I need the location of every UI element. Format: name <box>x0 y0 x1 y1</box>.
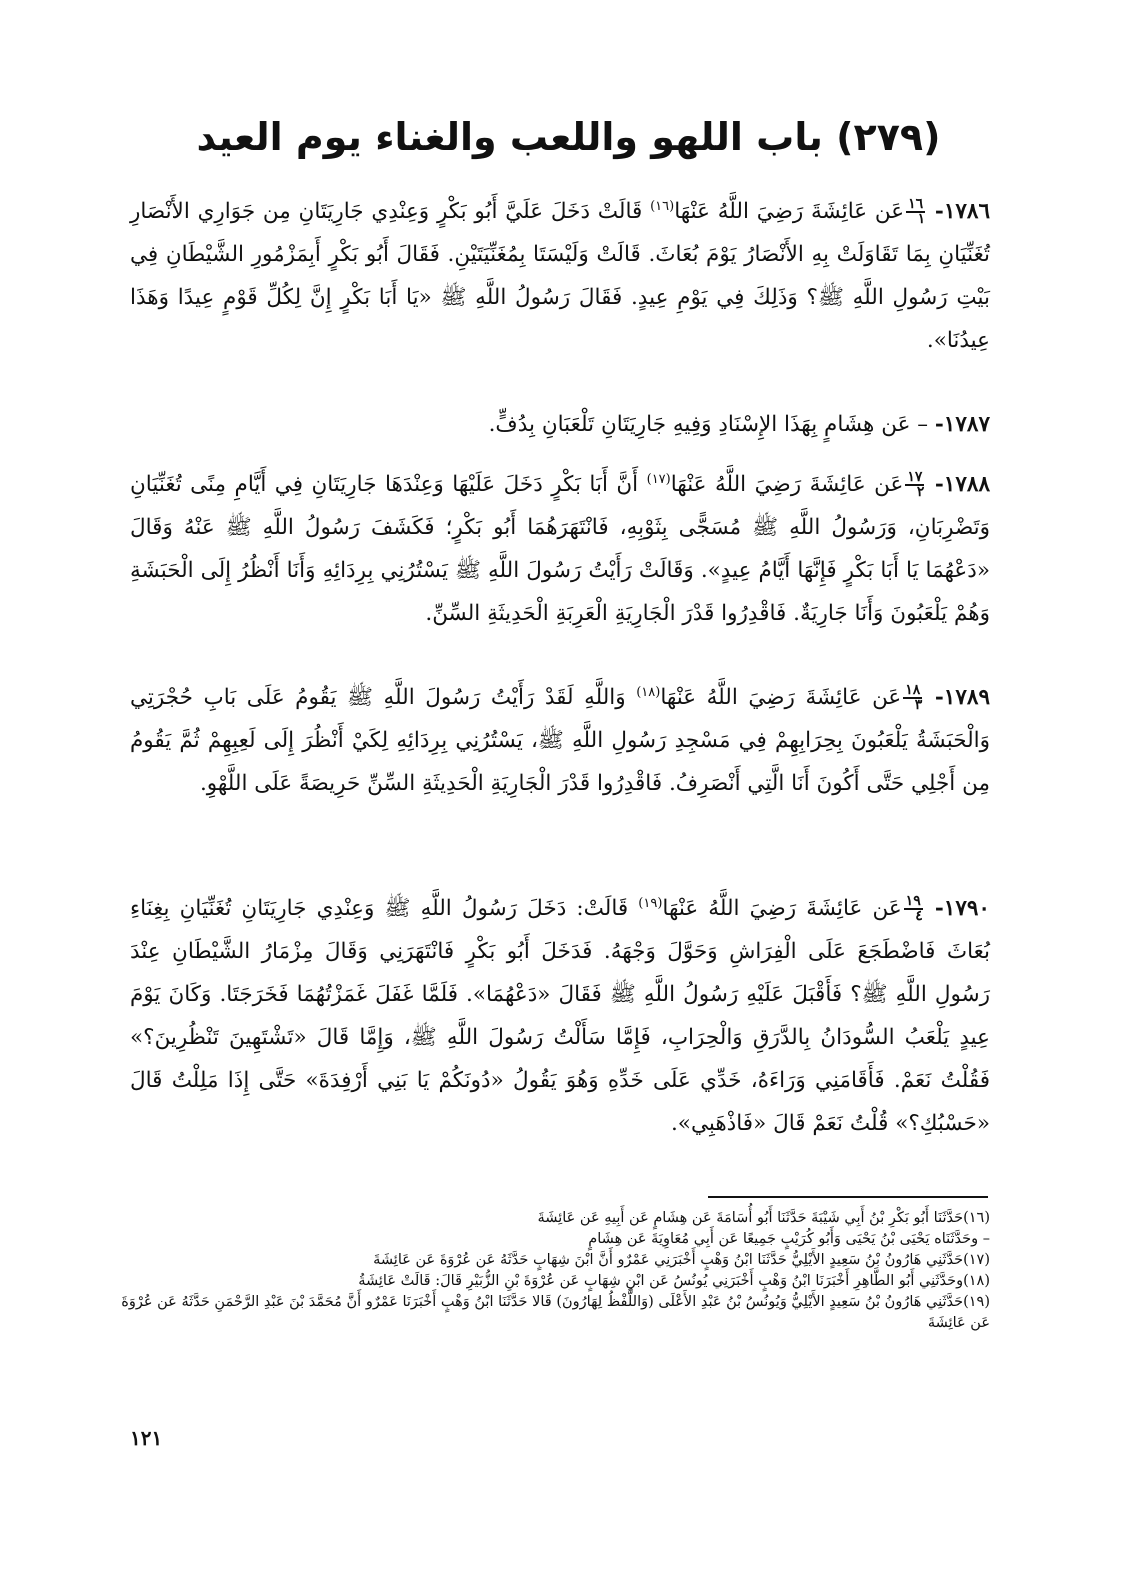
footnote-ref: (١٨) <box>636 684 661 700</box>
fraction-top: ١٩ <box>905 893 921 909</box>
footnote-17: (١٧)حَدَّثَنِي هَارُونُ بْنُ سَعِيدٍ الأَيْلِيُّ حَدَّثَنَا ابْنُ وَهْبٍ أَخْبَرَنِي عَمْرٌو أَنَّ ابْنَ شِهَابٍ حَدَّثَهُ عَن عُرْوَةَ عَن عَائِشَةَ <box>373 1252 990 1268</box>
fraction-top: ١٧ <box>907 469 923 485</box>
hadith-body: – عَن هِشَامٍ بِهَذَا الإِسْنَادِ وَفِيهِ جَارِيَتَانِ تَلْعَبَانِ بِدُفٍّ. <box>488 412 929 437</box>
footnote-16: (١٦)حَدَّثَنَا أَبُو بَكْرِ بْنُ أَبِي شَيْبَةَ حَدَّثَنَا أَبُو أُسَامَةَ عَن هِشَامٍ عَن أَبِيهِ عَن عَائِشَةَ <box>537 1210 990 1226</box>
hadith-narrator: عَن عَائِشَةَ رَضِيَ اللَّهُ عَنْهَا <box>662 896 902 921</box>
hadith-number: ١٧٨٧- <box>934 412 990 437</box>
footnote-18: (١٨)وحَدَّثَنِي أَبُو الطَّاهِرِ أَخْبَرَنَا ابْنُ وَهْبٍ أَخْبَرَنِي يُونُسُ عَن ابْنِ شِهَابٍ عَن عُرْوَةَ بْنِ الزُّبَيْرِ قَالَ: قَالَتْ عَائِشَةُ <box>358 1273 990 1289</box>
footnote-divider <box>708 1196 988 1198</box>
hadith-body: قَالَتْ دَخَلَ عَلَيَّ أَبُو بَكْرٍ وَعِنْدِي جَارِيَتَانِ مِن جَوَارِي الأَنْصَارِ تُغَنِّيَانِ بِمَا تَقَاوَلَتْ بِهِ الأَنْصَارُ يَوْمَ بُعَاثَ. قَالَتْ وَلَيْسَتَا بِمُغَنِّيَتَيْنِ. فَقَالَ أَبُو بَكْرٍ أَبِمَزْمُورِ الشَّيْطَانِ فِي بَيْتِ رَسُولِ اللَّهِ ﷺ؟ وَذَلِكَ فِي يَوْمِ عِيدٍ. فَقَالَ رَسُولُ اللَّهِ ﷺ «يَا أَبَا بَكْرٍ إِنَّ لِكُلِّ قَوْمٍ عِيدًا وَهَذَا عِيدُنَا». <box>130 199 990 353</box>
hadith-fraction <box>903 684 922 712</box>
fraction-bottom: ٢ <box>916 484 925 500</box>
hadith-number: ١٧٨٨- <box>934 472 990 497</box>
hadith-1789 <box>130 676 990 805</box>
footnote-ref: (١٦) <box>650 198 675 214</box>
hadith-number: ١٧٨٦- <box>934 199 991 224</box>
page-number: ١٢١ <box>130 1426 163 1450</box>
fraction-top: ١٦ <box>908 196 924 212</box>
hadith-1790 <box>130 887 990 1145</box>
hadith-narrator: عَن عَائِشَةَ رَضِيَ اللَّهُ عَنْهَا <box>670 472 904 497</box>
fraction-top: ١٨ <box>905 682 921 698</box>
hadith-fraction <box>906 198 925 226</box>
chapter-title: (٢٧٩) باب اللهو واللعب والغناء يوم العيد <box>196 115 941 159</box>
footnote-ref: (١٧) <box>646 471 671 487</box>
hadith-narrator: عَن عَائِشَةَ رَضِيَ اللَّهُ عَنْهَا <box>674 199 905 224</box>
footnotes <box>120 1208 990 1334</box>
fraction-bottom: ١ <box>917 211 926 227</box>
hadith-1787 <box>130 403 990 446</box>
footnote-19: (١٩)حَدَّثَنِي هَارُونُ بْنُ سَعِيدٍ الأَيْلِيُّ وَيُونُسُ بْنُ عَبْدِ الأَعْلَى (وَاللَّفْظُ لِهَارُونَ) قَالا حَدَّثَنَا ابْنُ وَهْبٍ أَخْبَرَنَا عَمْرٌو أَنَّ مُحَمَّدَ بْنَ عَبْدِ الرَّحْمَنِ حَدَّثَهُ عَن عُرْوَةَ عَن عَائِشَةَ <box>121 1294 990 1331</box>
hadith-1788 <box>130 463 990 635</box>
footnote-16-cont: – وحَدَّثَنَاه يَحْيَى بْنُ يَحْيَى وَأَبُو كُرَيْبٍ جَمِيعًا عَن أَبِي مُعَاوِيَةَ عَن هِشَامٍ <box>588 1231 990 1247</box>
hadith-fraction <box>904 895 923 923</box>
hadith-body: قَالَتْ: دَخَلَ رَسُولُ اللَّهِ ﷺ وَعِنْدِي جَارِيَتَانِ تُغَنِّيَانِ بِغِنَاءِ بُعَاثَ فَاضْطَجَعَ عَلَى الْفِرَاشِ وَحَوَّلَ وَجْهَهُ. فَدَخَلَ أَبُو بَكْرٍ فَانْتَهَرَنِي وَقَالَ مِزْمَارُ الشَّيْطَانِ عِنْدَ رَسُولِ اللَّهِ ﷺ؟ فَأَقْبَلَ عَلَيْهِ رَسُولُ اللَّهِ ﷺ فَقَالَ «دَعْهُمَا». فَلَمَّا غَفَلَ غَمَزْتُهُمَا فَخَرَجَتَا. وَكَانَ يَوْمَ عِيدٍ يَلْعَبُ السُّودَانُ بِالدَّرَقِ وَالْحِرَابِ، فَإِمَّا سَأَلْتُ رَسُولَ اللَّهِ ﷺ، وَإِمَّا قَالَ «تَشْتَهِينَ تَنْظُرِينَ؟» فَقُلْتُ نَعَمْ. فَأَقَامَنِي وَرَاءَهُ، خَدِّي عَلَى خَدِّهِ وَهُوَ يَقُولُ «دُونَكُمْ يَا بَنِي أَرْفِدَةَ» حَتَّى إِذَا مَلِلْتُ قَالَ «حَسْبُكِ؟» قُلْتُ نَعَمْ قَالَ «فَاذْهَبِي». <box>130 896 990 1136</box>
hadith-fraction <box>905 471 924 499</box>
hadith-body: أَنَّ أَبَا بَكْرٍ دَخَلَ عَلَيْهَا وَعِنْدَهَا جَارِيَتَانِ فِي أَيَّامِ مِنًى تُغَنِّيَانِ وَتَضْرِبَانِ، وَرَسُولُ اللَّهِ ﷺ مُسَجًّى بِثَوْبِهِ، فَانْتَهَرَهُمَا أَبُو بَكْرٍ؛ فَكَشَفَ رَسُولُ اللَّهِ ﷺ عَنْهُ وَقَالَ «دَعْهُمَا يَا أَبَا بَكْرٍ فَإِنَّهَا أَيَّامُ عِيدٍ». وَقَالَتْ رَأَيْتُ رَسُولَ اللَّهِ ﷺ يَسْتُرُنِي بِرِدَائِهِ وَأَنَا أَنْظُرُ إِلَى الْحَبَشَةِ وَهُمْ يَلْعَبُونَ وَأَنَا جَارِيَةٌ. فَاقْدِرُوا قَدْرَ الْجَارِيَةِ الْعَرِبَةِ الْحَدِيثَةِ السِّنِّ. <box>130 472 990 626</box>
fraction-bottom: ٤ <box>915 908 923 924</box>
hadith-narrator: عَن عَائِشَةَ رَضِيَ اللَّهُ عَنْهَا <box>660 685 902 710</box>
hadith-1786 <box>130 190 990 362</box>
hadith-number: ١٧٩٠- <box>934 896 990 921</box>
hadith-number: ١٧٨٩- <box>934 685 990 710</box>
fraction-bottom: ٣ <box>914 697 923 713</box>
footnote-ref: (١٩) <box>638 895 663 911</box>
hadith-body: وَاللَّهِ لَقَدْ رَأَيْتُ رَسُولَ اللَّهِ ﷺ يَقُومُ عَلَى بَابِ حُجْرَتِي وَالْحَبَشَةُ يَلْعَبُونَ بِحِرَابِهِمْ فِي مَسْجِدِ رَسُولِ اللَّهِ ﷺ، يَسْتُرُنِي بِرِدَائِهِ لِكَيْ أَنْظُرَ إِلَى لَعِبِهِمْ ثُمَّ يَقُومُ مِن أَجْلِي حَتَّى أَكُونَ أَنَا الَّتِي أَنْصَرِفُ. فَاقْدِرُوا قَدْرَ الْجَارِيَةِ الْحَدِيثَةِ السِّنِّ حَرِيصَةً عَلَى اللَّهْوِ. <box>130 685 990 796</box>
